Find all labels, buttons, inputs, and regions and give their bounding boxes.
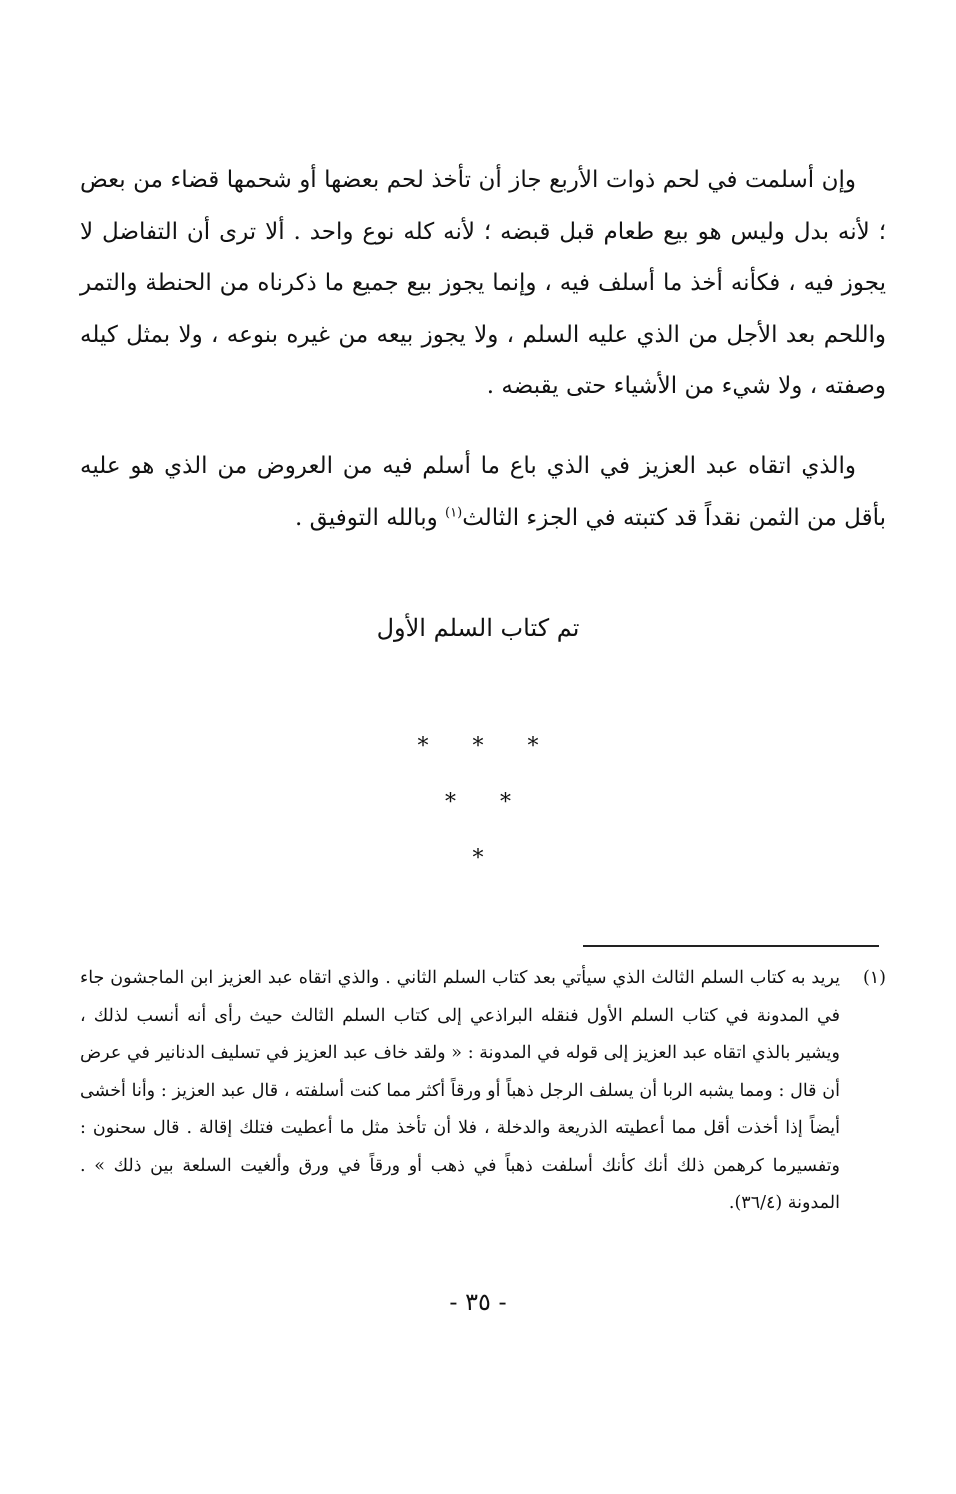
star-ornament: * [445, 790, 456, 815]
footnote-separator [583, 945, 879, 947]
page-number: - ٣٥ - [449, 1288, 507, 1316]
ornament-stars-row-3 [0, 846, 956, 871]
body-paragraph-2-ending: وبالله التوفيق . [294, 504, 446, 531]
body-paragraph-1: وإن أسلمت في لحم ذوات الأربع جاز أن تأخذ لحم بعضها أو شحمها قضاء من بعض ؛ لأنه بدل وليس هو بيع طعام قبل قبضه ؛ لأنه كله نوع واحد . ألا ترى أن التفاضل لا يجوز فيه ، فكأنه أخذ ما أسلف فيه ، وإنما يجوز بيع جميع ما ذكرناه من الحنطة والتمر واللحم بعد الأجل من الذي عليه السلم ، ولا يجوز بيعه من غيره بنوعه ، ولا بمثل كيله وصفته ، ولا شيء من الأشياء حتى يقبضه . [80, 167, 887, 399]
star-ornament: * [527, 734, 539, 759]
section-closing-title: تم كتاب السلم الأول [376, 614, 580, 642]
footnote [80, 960, 886, 1223]
footnote-text: يريد به كتاب السلم الثالث الذي سيأتي بعد كتاب السلم الثاني . والذي اتقاه عبد العزيز ابن الماجشون جاء في المدونة في كتاب السلم الأول فنقله البراذعي إلى كتاب السلم الثالث حيث رأى أنه أنسب لذلك ، ويشير بالذي اتقاه عبد العزيز إلى قوله في المدونة : « ولقد خاف عبد العزيز في تسليف الدنانير في عرض أن قال : ومما يشبه الربا أن يسلف الرجل ذهباً أو ورقاً أكثر مما كنت أسلفته ، قال عبد العزيز : وأنا أخشى أيضاً إذا أخذت أقل مما أعطيته الذريعة والدخلة ، فلا أن تأخذ مثل ما أعطيت فتلك إقالة . قال سحنون : وتفسيرما كرهمن ذلك أنك كأنك أسلفت ذهباً في ذهب أو ورقاً في ورق وألغيت السلعة بين ذلك » . المدونة (٣٦/٤). [80, 968, 840, 1213]
star-ornament: * [417, 734, 429, 759]
body-paragraph-2-text: والذي اتقاه عبد العزيز في الذي باع ما أسلم فيه من العروض من الذي هو عليه بأقل من الثمن نقداً قد كتبته في الجزء الثالث [80, 453, 886, 531]
ornament-stars-row-1 [0, 734, 956, 759]
star-ornament: * [472, 846, 484, 871]
footnote-number: (١) [862, 968, 886, 988]
ornament-stars-row-2 [0, 790, 956, 815]
star-ornament: * [500, 790, 511, 815]
footnote-reference[interactable]: (١) [445, 504, 463, 520]
star-ornament: * [472, 734, 484, 759]
body-paragraph-2 [80, 441, 886, 544]
